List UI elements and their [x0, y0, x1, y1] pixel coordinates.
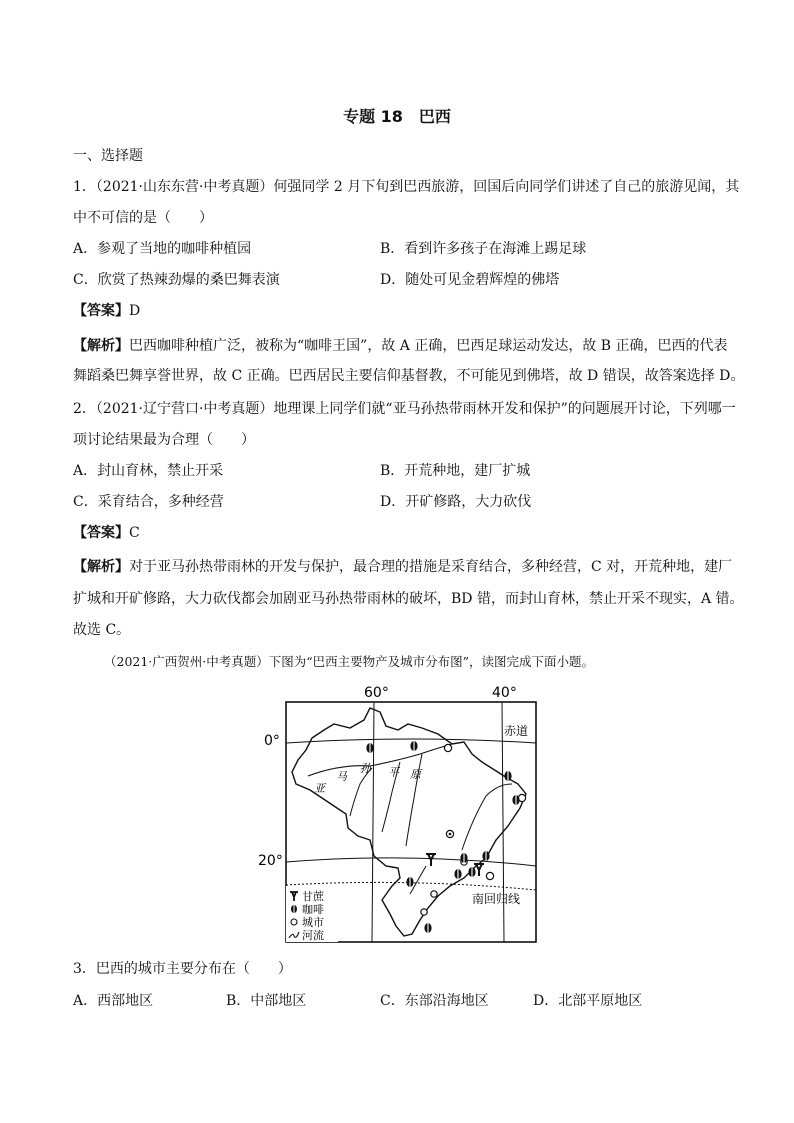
analysis-text: 对于亚马孙热带雨林的开发与保护，最合理的措施是采育结合，多种经营，C 对，开荒种地，建厂: [129, 559, 733, 575]
city-icon: [291, 919, 297, 925]
legend-label: 咖啡: [302, 903, 324, 916]
legend-label: 甘蔗: [302, 890, 324, 903]
q1-analysis-line-2: 舞蹈桑巴舞享誉世界，故 C 正确。巴西居民主要信仰基督教，不可能见到佛塔，故 D 错误，故答案选择 D。: [73, 368, 745, 384]
q3-option-b: B．中部地区: [226, 993, 307, 1009]
q2-option-c: C．采育结合，多种经营: [73, 494, 224, 510]
coffee-marker: [410, 741, 417, 751]
q3-option-d: D．北部平原地区: [533, 993, 643, 1009]
page-title: 专题 18 巴西: [343, 107, 451, 126]
analysis-tag: 【解析】: [73, 559, 129, 575]
q2-analysis-line-3: 故选 C。: [73, 622, 131, 638]
answer-value: D: [129, 303, 141, 319]
legend-label: 河流: [302, 929, 324, 942]
amazon-label-4: 平: [388, 766, 399, 779]
lon-40-label: 40°: [492, 685, 517, 701]
parallel-20: [286, 858, 536, 866]
map-question-intro: （2021·广西贺州·中考真题）下图为“巴西主要物产及城市分布图”，读图完成下面小题。: [104, 654, 595, 669]
city-marker: [444, 744, 451, 751]
coffee-marker: [366, 743, 373, 753]
analysis-text: 巴西咖啡种植广泛，被称为“咖啡王国”，故 A 正确，巴西足球运动发达，故 B 正确，巴西的代表: [129, 338, 728, 354]
lon-60-label: 60°: [364, 685, 389, 701]
coffee-marker: [468, 867, 475, 877]
sao-francisco-river: [462, 784, 512, 850]
q3-option-a: A．西部地区: [73, 993, 154, 1009]
q2-answer: [73, 523, 140, 543]
meridian-40: [502, 702, 504, 942]
amazon-label-3: 孙: [360, 762, 371, 775]
meridian-60: [372, 702, 374, 942]
q3-option-c: C．东部沿海地区: [380, 993, 489, 1009]
q1-option-d: D．随处可见金碧辉煌的佛塔: [380, 272, 560, 288]
coffee-marker: [454, 869, 461, 879]
coffee-marker: [512, 795, 519, 805]
sugarcane-marker: [426, 854, 436, 866]
brazil-map: [250, 680, 550, 950]
coffee-marker: [406, 877, 413, 887]
q1-stem-line-1: 1．（2021·山东东营·中考真题）何强同学 2 月下旬到巴西旅游，回国后向同学们讲述了自己的旅游见闻，其: [73, 179, 740, 195]
q1-option-a: A．参观了当地的咖啡种植园: [73, 241, 252, 257]
analysis-tag: 【解析】: [73, 338, 129, 354]
q2-option-d: D．开矿修路，大力砍伐: [380, 494, 532, 510]
equator-label: 赤道: [504, 724, 529, 738]
q1-option-b: B．看到许多孩子在海滩上踢足球: [380, 241, 587, 257]
amazon-label-2: 马: [336, 770, 347, 783]
city-marker: [431, 891, 437, 897]
q2-stem-line-2: 项讨论结果最为合理（ ）: [73, 432, 255, 448]
q2-analysis-line-2: 扩城和开矿修路，大力砍伐都会加剧亚马孙热带雨林的破坏，BD 错，而封山育林，禁止开采不现实，A 错。: [73, 591, 744, 607]
answer-value: C: [129, 525, 140, 541]
lat-0-label: 0°: [264, 733, 280, 749]
tropic-label: 南回归线: [472, 892, 521, 906]
coffee-marker: [504, 771, 511, 781]
city-marker: [486, 872, 493, 879]
q2-option-a: A．封山育林，禁止开采: [73, 463, 224, 479]
answer-tag: 【答案】: [73, 303, 129, 319]
tributary-1: [350, 768, 372, 816]
equator-line: [286, 739, 536, 743]
q1-answer: [73, 301, 140, 321]
capital-marker-dot: [449, 833, 452, 836]
answer-tag: 【答案】: [73, 525, 129, 541]
section-heading: 一、选择题: [73, 148, 143, 164]
q2-option-b: B．开荒种地，建厂扩城: [380, 463, 531, 479]
q1-option-c: C．欣赏了热辣劲爆的桑巴舞表演: [73, 272, 280, 288]
coffee-marker: [482, 851, 489, 861]
coffee-marker: [424, 923, 431, 933]
amazon-river: [308, 744, 452, 776]
legend-label: 城市: [302, 916, 324, 929]
city-marker: [421, 909, 427, 915]
q1-stem-line-2: 中不可信的是（ ）: [73, 210, 213, 226]
q2-stem-line-1: 2．（2021·辽宁营口·中考真题）地理课上同学们就“亚马孙热带雨林开发和保护”的问题展开讨论，下列哪一: [73, 401, 736, 417]
lat-20-label: 20°: [258, 853, 283, 869]
q2-analysis-line-1: [73, 557, 732, 577]
amazon-label-5: 原: [410, 768, 421, 781]
amazon-label-1: 亚: [314, 782, 325, 795]
q1-analysis-line-1: [73, 336, 728, 356]
coffee-marker: [460, 853, 467, 863]
q3-stem: 3．巴西的城市主要分布在（ ）: [73, 961, 292, 977]
